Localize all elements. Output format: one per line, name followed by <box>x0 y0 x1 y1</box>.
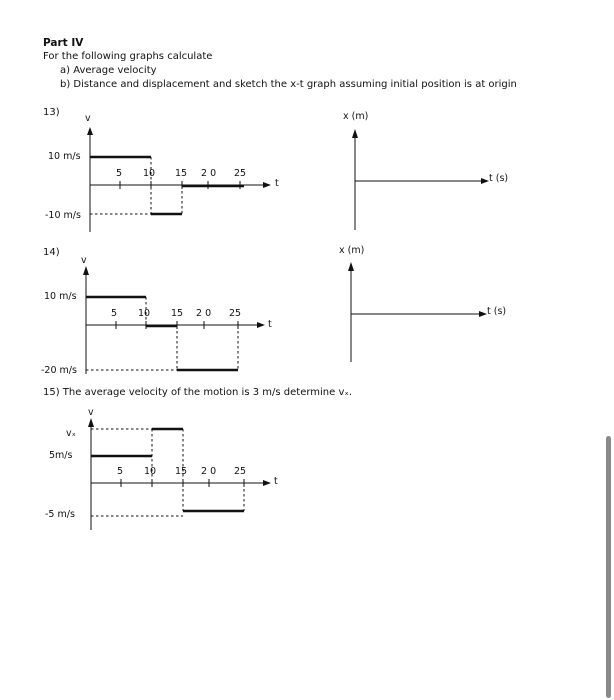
p15-t-axis-label: t <box>274 476 278 487</box>
p14-tick-label: 2 0 <box>196 308 212 319</box>
p14-tick-label: 5 <box>111 308 118 319</box>
p14-y-pos-label: 10 m/s <box>44 291 77 302</box>
problem-15-statement: 15) The average velocity of the motion is 3 m/s determine vₓ. <box>43 387 352 398</box>
p14-tick-label: 25 <box>229 308 242 319</box>
p15-vx-label: vₓ <box>66 428 76 439</box>
p13-tick-label: 25 <box>234 168 247 179</box>
xt13-x-label: x (m) <box>343 111 369 122</box>
p14-tick-label: 15 <box>171 308 184 319</box>
p15-tick-label: 5 <box>117 466 124 477</box>
xt13-t-label: t (s) <box>489 173 509 184</box>
p13-y-neg-label: -10 m/s <box>45 210 81 221</box>
problem-14-number: 14) <box>43 247 60 258</box>
p13-tick-label: 2 0 <box>201 168 217 179</box>
p15-y-pos-label: 5m/s <box>49 450 73 461</box>
vertical-scrollbar[interactable] <box>606 436 611 698</box>
part-title: Part IV <box>43 37 84 49</box>
p13-tick-label: 5 <box>116 168 123 179</box>
p15-y-neg-label: -5 m/s <box>45 509 75 520</box>
p13-y-pos-label: 10 m/s <box>48 151 81 162</box>
p14-y-neg-label: -20 m/s <box>41 365 77 376</box>
xt14-x-label: x (m) <box>339 245 365 256</box>
p15-tick-label: 10 <box>144 466 157 477</box>
p14-v-axis-label: v <box>81 255 87 266</box>
p15-t-axis-arrow <box>263 480 271 486</box>
problem-13-number: 13) <box>43 107 60 118</box>
item-b-text: b) Distance and displacement and sketch the x-t graph assuming initial position is at origin <box>60 79 517 90</box>
instruction-text: For the following graphs calculate <box>43 51 213 62</box>
p15-tick-label: 2 0 <box>201 466 217 477</box>
xt14-t-label: t (s) <box>487 306 507 317</box>
p15-v-axis-label: v <box>88 407 94 418</box>
p13-tick-label: 15 <box>175 168 188 179</box>
item-a-text: a) Average velocity <box>60 65 157 76</box>
p14-tick-label: 10 <box>138 308 151 319</box>
p15-v-axis-arrow <box>88 418 94 427</box>
p15-tick-label: 15 <box>175 466 188 477</box>
p15-tick-label: 25 <box>234 466 247 477</box>
p14-t-axis-label: t <box>268 319 272 330</box>
p13-tick-label: 10 <box>143 168 156 179</box>
p13-v-axis-label: v <box>85 113 91 124</box>
p13-t-axis-label: t <box>275 178 279 189</box>
